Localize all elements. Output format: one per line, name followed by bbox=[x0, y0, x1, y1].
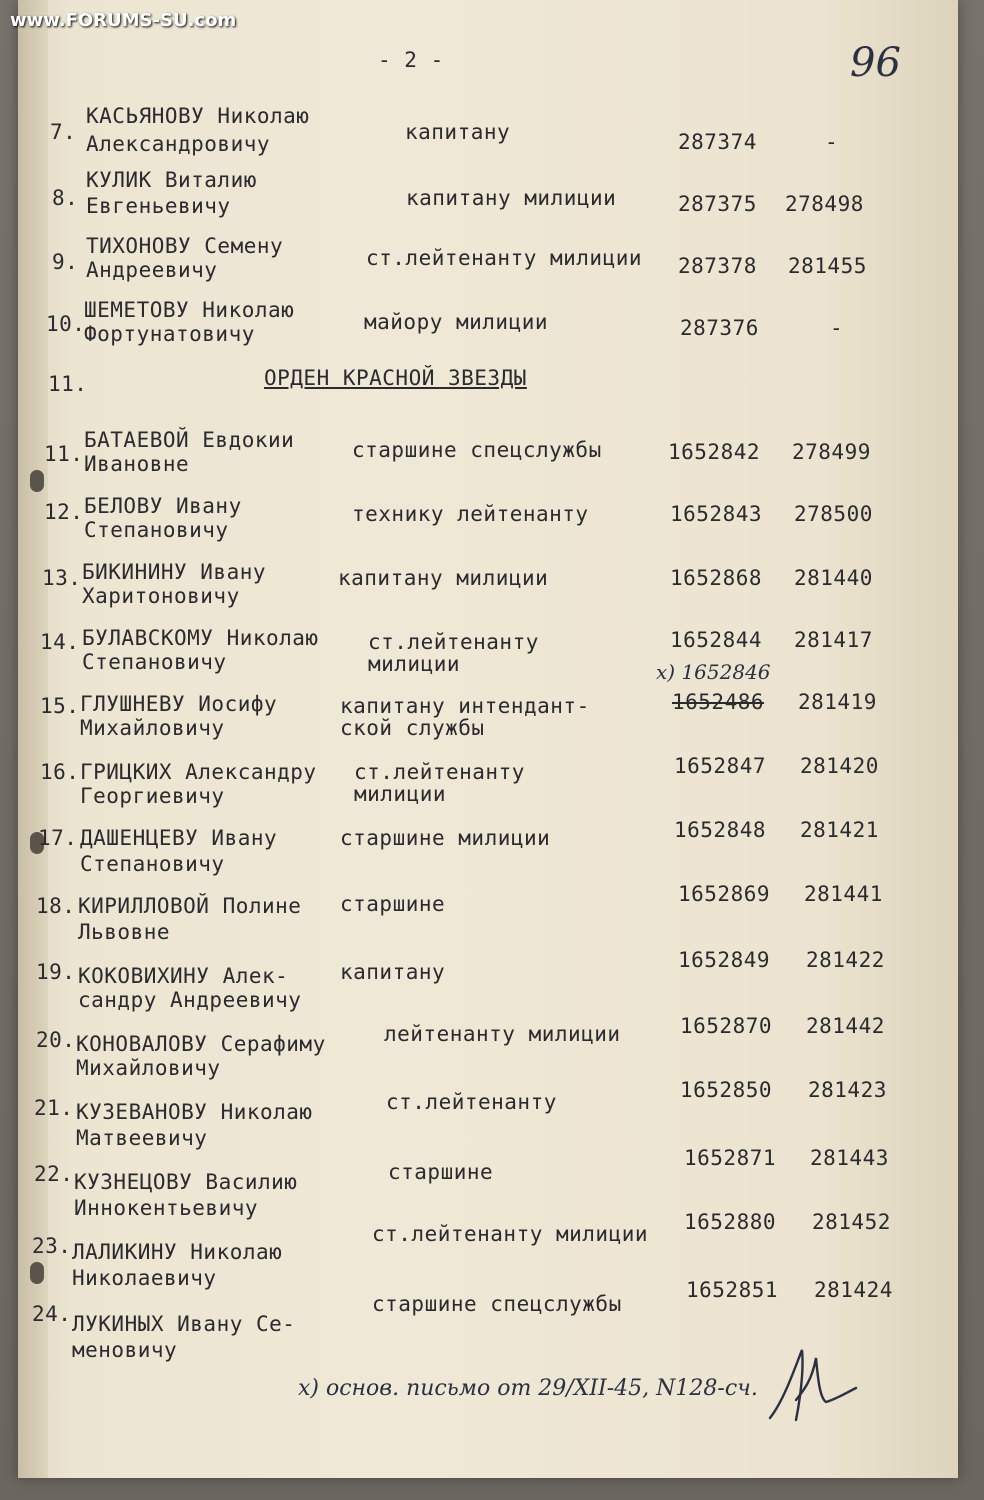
entry-document-number: 281452 bbox=[812, 1210, 891, 1234]
entry-document-number: 281441 bbox=[804, 882, 883, 906]
entry-surname-line: КОНОВАЛОВУ Серафиму bbox=[76, 1032, 326, 1056]
entry-rank: ст.лейтенанту милиции bbox=[366, 246, 643, 270]
entry-rank: капитану bbox=[340, 960, 446, 984]
entry-number: 11. bbox=[44, 442, 84, 466]
entry-patronymic-line: Михайловичу bbox=[80, 716, 225, 740]
entry-surname-line: БИКИНИНУ Ивану bbox=[82, 560, 267, 584]
entry-order-number: 287375 bbox=[678, 192, 757, 216]
entry-surname-line: ЛУКИНЫХ Ивану Се- bbox=[72, 1312, 296, 1336]
entry-patronymic-line: Степановичу bbox=[82, 650, 227, 674]
entry-document-number: 281420 bbox=[800, 754, 879, 778]
entry-surname-line: ТИХОНОВУ Семену bbox=[86, 234, 284, 258]
entry-rank: ст.лейтенанту милиции bbox=[372, 1222, 649, 1246]
entry-rank: ст.лейтенанту bbox=[386, 1090, 557, 1114]
entry-document-number: - bbox=[825, 130, 839, 154]
entry-patronymic-line: меновичу bbox=[72, 1338, 178, 1362]
entry-surname-line: КУЛИК Виталию bbox=[86, 168, 257, 192]
entry-document-number: 281423 bbox=[808, 1078, 887, 1102]
entry-document-number: 281424 bbox=[814, 1278, 893, 1302]
entry-order-number-struck: 1652486 bbox=[672, 690, 765, 714]
entry-order-number: 287378 bbox=[678, 254, 757, 278]
entry-document-number: 281440 bbox=[794, 566, 873, 590]
entry-number: 12. bbox=[44, 500, 84, 524]
entry-rank: лейтенанту милиции bbox=[384, 1022, 621, 1046]
entry-rank: капитану милиции bbox=[338, 566, 549, 590]
entry-surname-line: ШЕМЕТОВУ Николаю bbox=[84, 298, 295, 322]
entry-order-number: 1652870 bbox=[680, 1014, 773, 1038]
entry-surname-line: ГРИЦКИХ Александру bbox=[80, 760, 317, 784]
entry-rank: майору милиции bbox=[364, 310, 549, 334]
entry-rank: ст.лейтенанту bbox=[368, 630, 539, 654]
entry-patronymic-line: Георгиевичу bbox=[80, 784, 225, 808]
entry-document-number: 281422 bbox=[806, 948, 885, 972]
entry-number: 15. bbox=[40, 694, 80, 718]
entry-document-number: 281442 bbox=[806, 1014, 885, 1038]
entry-document-number: 281417 bbox=[794, 628, 873, 652]
entry-document-number: 278500 bbox=[794, 502, 873, 526]
entry-rank: старшине bbox=[388, 1160, 494, 1184]
entry-number: 23. bbox=[32, 1234, 72, 1258]
entry-order-number: 287376 bbox=[680, 316, 759, 340]
entry-patronymic-line: Львовне bbox=[78, 920, 171, 944]
entry-patronymic-line: Иннокентьевичу bbox=[74, 1196, 259, 1220]
handwritten-footnote: x) основ. письмо от 29/XII-45, N128-сч. bbox=[298, 1376, 758, 1401]
entry-surname-line: ЛАЛИКИНУ Николаю bbox=[72, 1240, 283, 1264]
entry-document-number: 281455 bbox=[788, 254, 867, 278]
entry-order-number: 287374 bbox=[678, 130, 757, 154]
handwritten-correction: x) 1652846 bbox=[656, 660, 771, 684]
sheet-number: 96 bbox=[850, 40, 901, 86]
entry-rank: технику лейтенанту bbox=[352, 502, 589, 526]
entry-document-number: 281421 bbox=[800, 818, 879, 842]
entry-patronymic-line: Харитоновичу bbox=[82, 584, 240, 608]
entry-rank: ст.лейтенанту bbox=[354, 760, 525, 784]
entry-patronymic-line: Степановичу bbox=[80, 852, 225, 876]
entry-order-number: 1652842 bbox=[668, 440, 761, 464]
entry-patronymic-line: Николаевичу bbox=[72, 1266, 217, 1290]
entry-document-number: - bbox=[830, 316, 844, 340]
entry-number: 17. bbox=[38, 826, 78, 850]
entry-order-number: 1652848 bbox=[674, 818, 767, 842]
entry-patronymic-line: Матвеевичу bbox=[76, 1126, 208, 1150]
entry-surname-line: ГЛУШНЕВУ Иосифу bbox=[80, 692, 278, 716]
entry-order-number: 1652844 bbox=[670, 628, 763, 652]
entry-number: 13. bbox=[42, 566, 82, 590]
binding-hole bbox=[30, 470, 44, 492]
entry-number: 7. bbox=[50, 120, 77, 144]
entry-surname-line: БАТАЕВОЙ Евдокии bbox=[84, 428, 295, 452]
entry-surname-line: КОКОВИХИНУ Алек- bbox=[78, 964, 289, 988]
entry-document-number: 281419 bbox=[798, 690, 877, 714]
entry-patronymic-line: Фортунатовичу bbox=[84, 322, 255, 346]
entry-order-number: 1652849 bbox=[678, 948, 771, 972]
entry-order-number: 1652868 bbox=[670, 566, 763, 590]
entry-patronymic-line: Ивановне bbox=[84, 452, 190, 476]
entry-rank: старшине bbox=[340, 892, 446, 916]
entry-surname-line: КАСЬЯНОВУ Николаю bbox=[86, 104, 310, 128]
section-number: 11. bbox=[48, 372, 88, 396]
entry-patronymic-line: Михайловичу bbox=[76, 1056, 221, 1080]
page-number: - 2 - bbox=[378, 48, 444, 72]
entry-patronymic-line: Евгеньевичу bbox=[86, 194, 231, 218]
entry-number: 16. bbox=[40, 760, 80, 784]
entry-order-number: 1652871 bbox=[684, 1146, 777, 1170]
entry-document-number: 281443 bbox=[810, 1146, 889, 1170]
entry-surname-line: БЕЛОВУ Ивану bbox=[84, 494, 242, 518]
entry-rank-continued: ской службы bbox=[340, 716, 485, 740]
entry-rank: капитану интендант- bbox=[340, 694, 590, 718]
entry-patronymic-line: Александровичу bbox=[86, 132, 271, 156]
entry-rank-continued: милиции bbox=[354, 782, 447, 806]
entry-patronymic-line: Степановичу bbox=[84, 518, 229, 542]
signature-mark bbox=[764, 1340, 864, 1430]
entry-number: 19. bbox=[36, 960, 76, 984]
entry-surname-line: КУЗЕВАНОВУ Николаю bbox=[76, 1100, 313, 1124]
binding-hole bbox=[30, 1262, 44, 1284]
entry-rank-continued: милиции bbox=[368, 652, 461, 676]
entry-order-number: 1652850 bbox=[680, 1078, 773, 1102]
entry-surname-line: ДАШЕНЦЕВУ Ивану bbox=[80, 826, 278, 850]
entry-document-number: 278499 bbox=[792, 440, 871, 464]
entry-number: 18. bbox=[36, 894, 76, 918]
entry-number: 9. bbox=[52, 250, 79, 274]
entry-patronymic-line: сандру Андреевичу bbox=[78, 988, 302, 1012]
entry-number: 8. bbox=[52, 186, 79, 210]
entry-order-number: 1652851 bbox=[686, 1278, 779, 1302]
entry-number: 24. bbox=[32, 1302, 72, 1326]
entry-order-number: 1652880 bbox=[684, 1210, 777, 1234]
section-title: ОРДЕН КРАСНОЙ ЗВЕЗДЫ bbox=[264, 366, 527, 390]
entry-surname-line: БУЛАВСКОМУ Николаю bbox=[82, 626, 319, 650]
entry-number: 10. bbox=[46, 312, 86, 336]
entry-number: 21. bbox=[34, 1096, 74, 1120]
entry-order-number: 1652847 bbox=[674, 754, 767, 778]
entry-rank: старшине спецслужбы bbox=[372, 1292, 622, 1316]
entry-number: 14. bbox=[40, 630, 80, 654]
entry-rank: капитану bbox=[405, 120, 511, 144]
entry-rank: старшине спецслужбы bbox=[352, 438, 602, 462]
entry-document-number: 278498 bbox=[785, 192, 864, 216]
entry-number: 22. bbox=[34, 1162, 74, 1186]
entry-order-number: 1652843 bbox=[670, 502, 763, 526]
entry-number: 20. bbox=[36, 1028, 76, 1052]
entry-surname-line: КУЗНЕЦОВУ Василию bbox=[74, 1170, 298, 1194]
site-watermark: www.FORUMS-SU.com bbox=[10, 10, 237, 31]
entry-surname-line: КИРИЛЛОВОЙ Полине bbox=[78, 894, 302, 918]
entry-rank: старшине милиции bbox=[340, 826, 551, 850]
entry-order-number: 1652869 bbox=[678, 882, 771, 906]
entry-rank: капитану милиции bbox=[406, 186, 617, 210]
entry-patronymic-line: Андреевичу bbox=[86, 258, 218, 282]
